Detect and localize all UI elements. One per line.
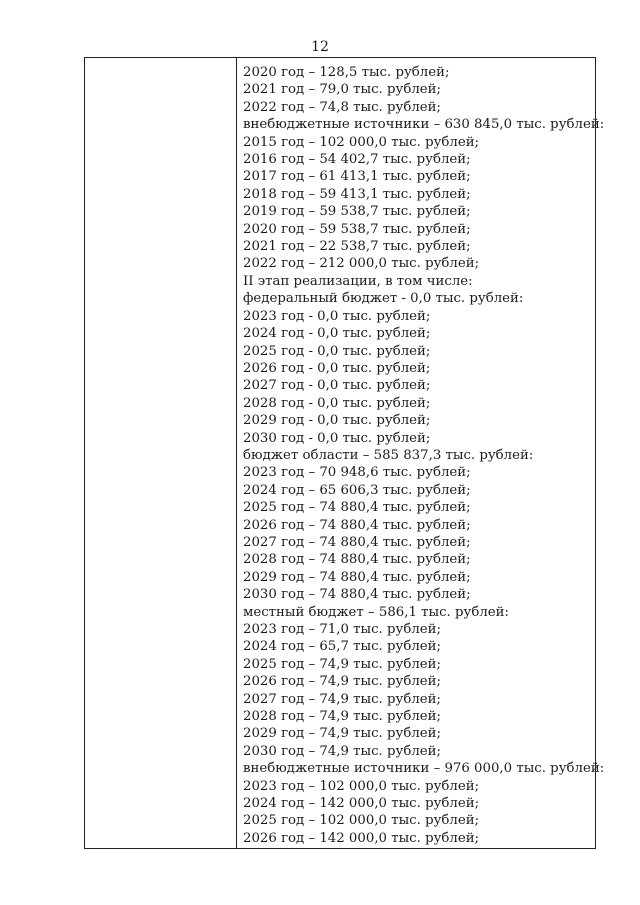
funding-line: 2025 год – 102 000,0 тыс. рублей; xyxy=(243,813,480,829)
funding-line: 2025 год - 0,0 тыс. рублей; xyxy=(243,343,431,359)
funding-line: 2022 год – 212 000,0 тыс. рублей; xyxy=(243,256,480,272)
funding-line: 2021 год – 22 538,7 тыс. рублей; xyxy=(243,239,471,255)
page-number: 12 xyxy=(311,39,329,55)
funding-line: внебюджетные источники – 630 845,0 тыс. рублей: xyxy=(243,117,605,133)
funding-line: 2015 год – 102 000,0 тыс. рублей; xyxy=(243,134,480,150)
funding-line: 2027 год - 0,0 тыс. рублей; xyxy=(243,378,431,394)
funding-line: 2025 год – 74 880,4 тыс. рублей; xyxy=(243,500,471,516)
funding-table xyxy=(84,57,605,849)
funding-line: бюджет области – 585 837,3 тыс. рублей: xyxy=(243,447,534,463)
funding-line: 2030 год - 0,0 тыс. рублей; xyxy=(243,430,431,446)
funding-line: 2019 год – 59 538,7 тыс. рублей; xyxy=(243,204,471,220)
funding-line: 2016 год – 54 402,7 тыс. рублей; xyxy=(243,152,471,168)
funding-line: 2026 год – 142 000,0 тыс. рублей; xyxy=(243,830,480,846)
funding-line: 2026 год - 0,0 тыс. рублей; xyxy=(243,360,431,376)
funding-line: 2026 год – 74 880,4 тыс. рублей; xyxy=(243,517,471,533)
funding-line: 2023 год – 70 948,6 тыс. рублей; xyxy=(243,465,471,481)
funding-line: 2020 год – 59 538,7 тыс. рублей; xyxy=(243,221,471,237)
funding-line: 2021 год – 79,0 тыс. рублей; xyxy=(243,82,441,98)
funding-line: 2024 год – 142 000,0 тыс. рублей; xyxy=(243,796,480,812)
funding-line: 2029 год - 0,0 тыс. рублей; xyxy=(243,413,431,429)
funding-line: внебюджетные источники – 976 000,0 тыс. рублей: xyxy=(243,761,605,777)
funding-line: II этап реализации, в том числе: xyxy=(243,273,473,289)
funding-line: 2017 год – 61 413,1 тыс. рублей; xyxy=(243,169,471,185)
funding-line: 2018 год – 59 413,1 тыс. рублей; xyxy=(243,186,471,202)
funding-line: 2030 год – 74 880,4 тыс. рублей; xyxy=(243,587,471,603)
funding-line: 2026 год – 74,9 тыс. рублей; xyxy=(243,674,441,690)
funding-line: местный бюджет – 586,1 тыс. рублей: xyxy=(243,604,510,620)
funding-line: 2022 год – 74,8 тыс. рублей; xyxy=(243,99,441,115)
funding-line: 2029 год – 74 880,4 тыс. рублей; xyxy=(243,569,471,585)
funding-line: 2023 год – 71,0 тыс. рублей; xyxy=(243,622,441,637)
funding-line: 2029 год – 74,9 тыс. рублей; xyxy=(243,726,441,742)
funding-line: 2025 год – 74,9 тыс. рублей; xyxy=(243,656,441,672)
funding-line: 2027 год – 74,9 тыс. рублей; xyxy=(243,691,441,707)
funding-line: 2028 год – 74,9 тыс. рублей; xyxy=(243,709,441,725)
table-right-cell xyxy=(237,58,605,848)
funding-line: 2024 год - 0,0 тыс. рублей; xyxy=(243,326,431,342)
table-left-cell xyxy=(85,58,237,848)
funding-line: федеральный бюджет - 0,0 тыс. рублей: xyxy=(243,291,524,307)
funding-line: 2027 год – 74 880,4 тыс. рублей; xyxy=(243,534,471,550)
funding-line: 2020 год – 128,5 тыс. рублей; xyxy=(243,65,450,80)
funding-line: 2023 год – 102 000,0 тыс. рублей; xyxy=(243,778,480,794)
funding-line: 2024 год – 65,7 тыс. рублей; xyxy=(243,639,441,655)
funding-line: 2028 год – 74 880,4 тыс. рублей; xyxy=(243,552,471,568)
funding-line: 2028 год - 0,0 тыс. рублей; xyxy=(243,395,431,411)
funding-line: 2024 год – 65 606,3 тыс. рублей; xyxy=(243,482,471,498)
funding-line: 2023 год - 0,0 тыс. рублей; xyxy=(243,308,431,324)
funding-line: 2030 год – 74,9 тыс. рублей; xyxy=(243,743,441,759)
